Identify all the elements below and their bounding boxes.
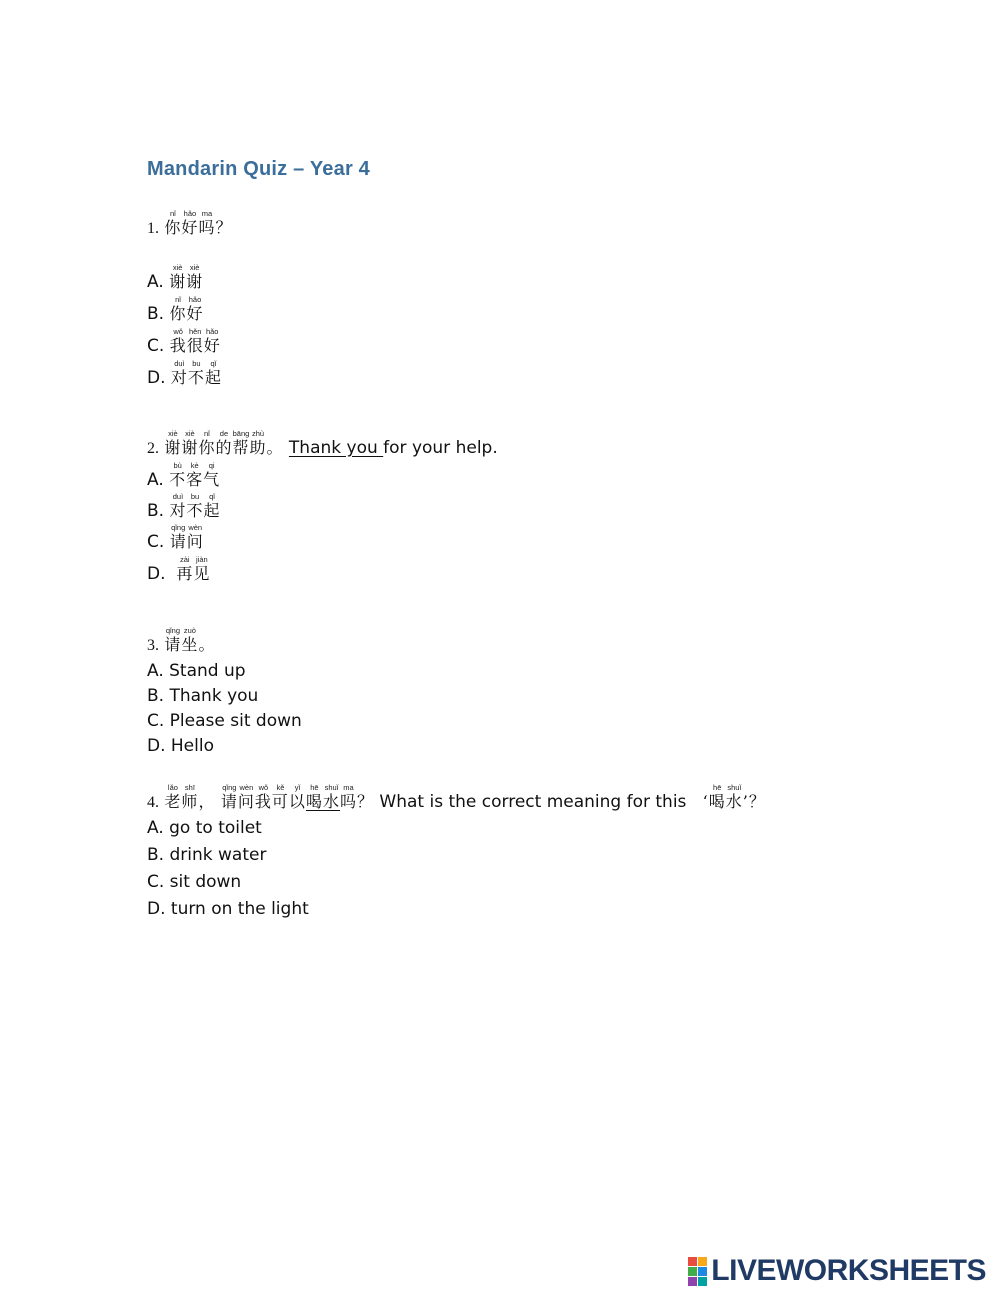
hanzi-with-pinyin: 帮bāng [232, 429, 250, 457]
hanzi-with-pinyin: 不bù [169, 461, 187, 489]
q1-option-d[interactable]: D. 对duì不bu起qǐ [147, 359, 222, 388]
pinyin: duì [170, 359, 188, 368]
pinyin: shuǐ [322, 783, 340, 792]
pinyin: hǎo [203, 327, 221, 336]
hanzi-with-pinyin: 再zài [176, 555, 194, 583]
pinyin: qǐng [164, 626, 182, 635]
logo-square [698, 1267, 707, 1276]
pinyin: xiè [181, 429, 199, 438]
pinyin: qǐng [169, 523, 187, 532]
logo-square [688, 1277, 697, 1286]
pinyin: wǒ [169, 327, 187, 336]
question-number: 3. [147, 637, 159, 654]
pinyin: zài [176, 555, 194, 564]
q2-option-a[interactable]: A. 不bù客kè气qi [147, 461, 221, 490]
hanzi-with-pinyin: 水shuǐ [322, 783, 340, 811]
hanzi-with-pinyin: 喝hē [305, 783, 323, 811]
logo-square [698, 1277, 707, 1286]
hanzi-with-pinyin: 老lǎo [164, 783, 182, 811]
q1-option-b[interactable]: B. 你nǐ好hǎo [147, 295, 204, 324]
hanzi-with-pinyin: 请qǐng [220, 783, 238, 811]
hanzi-with-pinyin: 对duì [170, 359, 188, 387]
logo-square [688, 1257, 697, 1266]
hanzi-with-pinyin: 吗ma [198, 209, 216, 237]
hanzi-with-pinyin: 气qi [203, 461, 221, 489]
hanzi-with-pinyin: 谢xiè [186, 263, 204, 291]
pinyin: qǐ [204, 359, 222, 368]
pinyin: bu [187, 359, 205, 368]
hanzi-with-pinyin: 问wèn [237, 783, 255, 811]
pinyin: nǐ [169, 295, 187, 304]
pinyin: shuǐ [725, 783, 743, 792]
logo-text: LIVEWORKSHEETS [711, 1254, 986, 1287]
question-number: 4. [147, 794, 159, 811]
q4-option-b[interactable]: B. drink water [147, 845, 267, 865]
hanzi-with-pinyin: 可kě [271, 783, 289, 811]
q3-option-c[interactable]: C. Please sit down [147, 711, 302, 731]
hanzi-with-pinyin: 请qǐng [164, 626, 182, 654]
pinyin: bāng [232, 429, 250, 438]
pinyin: bu [186, 492, 204, 501]
hanzi-with-pinyin: 起qǐ [204, 359, 222, 387]
hanzi-with-pinyin: 你nǐ [169, 295, 187, 323]
hanzi-with-pinyin: 助zhù [249, 429, 267, 457]
pinyin: ma [198, 209, 216, 218]
hanzi-with-pinyin: 师shī [181, 783, 199, 811]
hanzi-with-pinyin: 谢xiè [164, 429, 182, 457]
question-2: 2. 谢xiè谢xiè你nǐ的de帮bāng助zhù。 Thank you for your help. [147, 429, 498, 458]
pinyin: lǎo [164, 783, 182, 792]
hanzi-with-pinyin: 客kè [186, 461, 204, 489]
hanzi-with-pinyin: 好hǎo [186, 295, 204, 323]
pinyin: wèn [237, 783, 255, 792]
pinyin: ma [339, 783, 357, 792]
pinyin: wèn [186, 523, 204, 532]
hanzi-with-pinyin: 水shuǐ [725, 783, 743, 811]
hanzi-with-pinyin: 喝hē [708, 783, 726, 811]
q3-option-b[interactable]: B. Thank you [147, 686, 259, 706]
pinyin: duì [169, 492, 187, 501]
pinyin: kè [186, 461, 204, 470]
pinyin: qǐ [203, 492, 221, 501]
hanzi-with-pinyin: 问wèn [186, 523, 204, 551]
pinyin: xiè [169, 263, 187, 272]
question-2-chinese [164, 429, 267, 457]
pinyin: hǎo [181, 209, 199, 218]
pinyin: nǐ [164, 209, 182, 218]
pinyin: zuò [181, 626, 199, 635]
pinyin: bù [169, 461, 187, 470]
hanzi-with-pinyin: 谢xiè [181, 429, 199, 457]
q2-option-d[interactable]: D. 再zài见jiàn [147, 555, 211, 584]
pinyin: xiè [164, 429, 182, 438]
pinyin: shī [181, 783, 199, 792]
question-number: 2. [147, 440, 159, 457]
pinyin: hěn [186, 327, 204, 336]
pinyin: qi [203, 461, 221, 470]
pinyin: qǐng [220, 783, 238, 792]
question-3: 3. 请qǐng坐zuò。 [147, 626, 216, 654]
hanzi-with-pinyin: 起qǐ [203, 492, 221, 520]
underlined-phrase [305, 783, 340, 811]
hanzi-with-pinyin: 见jiàn [193, 555, 211, 583]
q3-option-a[interactable]: A. Stand up [147, 661, 246, 681]
quiz-title: Mandarin Quiz – Year 4 [147, 158, 371, 180]
pinyin: xiè [186, 263, 204, 272]
hanzi-with-pinyin: 吗ma [339, 783, 357, 811]
q3-option-d[interactable]: D. Hello [147, 736, 214, 756]
hanzi-with-pinyin: 的de [215, 429, 233, 457]
pinyin: kě [271, 783, 289, 792]
question-4: 4. 老lǎo师shī， 请qǐng问wèn我wǒ可kě以yǐ喝hē水shuǐ吗ma？ What is the correct meaning for this ‘喝hē水shuǐ’？ [147, 783, 766, 812]
hanzi-with-pinyin: 不bu [187, 359, 205, 387]
hanzi-with-pinyin: 我wǒ [169, 327, 187, 355]
hanzi-with-pinyin: 你nǐ [198, 429, 216, 457]
hanzi-with-pinyin: 不bu [186, 492, 204, 520]
question-number: 1. [147, 220, 159, 237]
q4-option-c[interactable]: C. sit down [147, 872, 242, 892]
logo-square [698, 1257, 707, 1266]
pinyin: de [215, 429, 233, 438]
q2-option-b[interactable]: B. 对duì不bu起qǐ [147, 492, 221, 521]
q4-option-d[interactable]: D. turn on the light [147, 899, 309, 919]
pinyin: nǐ [198, 429, 216, 438]
pinyin: jiàn [193, 555, 211, 564]
pinyin: hǎo [186, 295, 204, 304]
question-1: 1. 你nǐ好hǎo吗ma？ [147, 209, 233, 237]
pinyin: hē [305, 783, 323, 792]
hanzi-with-pinyin: 坐zuò [181, 626, 199, 654]
hanzi-with-pinyin: 很hěn [186, 327, 204, 355]
q1-option-c[interactable]: C. 我wǒ很hěn好hǎo [147, 327, 221, 356]
hanzi-with-pinyin: 谢xiè [169, 263, 187, 291]
hanzi-with-pinyin: 好hǎo [181, 209, 199, 237]
pinyin: hē [708, 783, 726, 792]
hanzi-with-pinyin: 我wǒ [254, 783, 272, 811]
q1-option-a[interactable]: A. 谢xiè谢xiè [147, 263, 204, 292]
q4-option-a[interactable]: A. go to toilet [147, 818, 262, 838]
hanzi-with-pinyin: 你nǐ [164, 209, 182, 237]
logo-icon [688, 1257, 707, 1286]
hanzi-with-pinyin: 以yǐ [288, 783, 306, 811]
hanzi-with-pinyin: 对duì [169, 492, 187, 520]
q2-option-c[interactable]: C. 请qǐng问wèn [147, 523, 204, 552]
pinyin: yǐ [288, 783, 306, 792]
pinyin: wǒ [254, 783, 272, 792]
pinyin: zhù [249, 429, 267, 438]
underlined-phrase: Thank you [288, 438, 384, 458]
hanzi-with-pinyin: 好hǎo [203, 327, 221, 355]
hanzi-with-pinyin: 请qǐng [169, 523, 187, 551]
logo-square [688, 1267, 697, 1276]
liveworksheets-logo [688, 1254, 986, 1288]
